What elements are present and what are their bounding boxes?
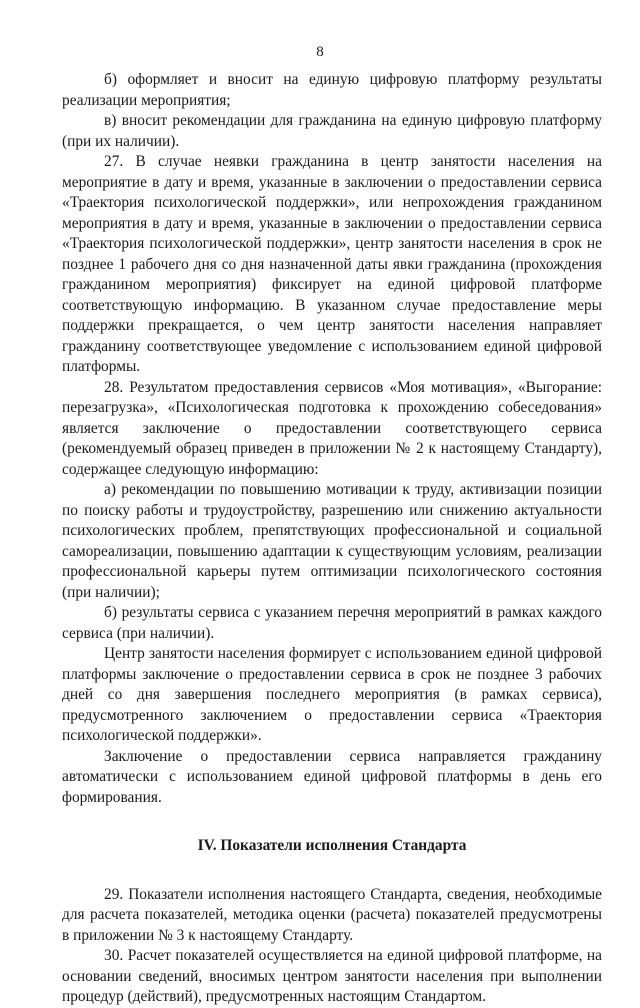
paragraph-27: 27. В случае неявки гражданина в центр занятости населения на мероприятие в дату и время, указанные в заключении о предоставлении сервиса «Траектория психологической поддержки», или непрохождения гражданином мероприятия в дату и время, указанные в заключении о предоставлении сервиса «Траектория психологической поддержки», центр занятости населения в срок не позднее 1 рабочего дня со дня назначенной даты явки гражданина (прохождения гражданином мероприятия) фиксирует на единой цифровой платформе соответствующую информацию. В указанном случае предоставление меры поддержки прекращается, о чем центр занятости населения направляет гражданину соответствующее уведомление с использованием единой цифровой платформы. [62,153,602,375]
paragraph-v-recommendations: в) вносит рекомендации для гражданина на единую цифровую платформу (при их наличии). [62,112,602,150]
page-number: 8 [316,44,324,60]
paragraph-29: 29. Показатели исполнения настоящего Стандарта, сведения, необходимые для расчета показателей, методика оценки (расчета) показателей предусмотрены в приложении № 3 к настоящему Стандарту. [62,885,602,944]
paragraph-30: 30. Расчет показателей осуществляется на единой цифровой платформе, на основании сведений, вносимых центром занятости населения при выполнении процедур (действий), предусмотренных настоящим Стандартом. [62,947,602,1005]
paragraph-conclusion-sent: Заключение о предоставлении сервиса направляется гражданину автоматически с использованием единой цифровой платформы в день его формирования. [62,747,602,806]
paragraph-28-b: б) результаты сервиса с указанием перечня мероприятий в рамках каждого сервиса (при наличии). [62,604,602,642]
paragraph-28: 28. Результатом предоставления сервисов «Моя мотивация», «Выгорание: перезагрузка», «Психологическая подготовка к прохождению собеседования» является заключение о предоставлении соответствующего сервиса (рекомендуемый образец приведен в приложении № 2 к настоящему Стандарту), содержащее следующую информацию: [62,378,602,478]
document-body [62,70,602,1008]
paragraph-b-formalizes: б) оформляет и вносит на единую цифровую платформу результаты реализации мероприятия; [62,71,602,109]
paragraph-employment-center: Центр занятости населения формирует с использованием единой цифровой платформы заключение о предоставлении сервиса в срок не позднее 3 рабочих дней со дня завершения последнего мероприятия (в рамках сервиса), предусмотренного заключением о предоставлении сервиса «Траектория психологической поддержки». [62,645,602,744]
section-heading: IV. Показатели исполнения Стандарта [197,837,467,854]
paragraph-28-a: а) рекомендации по повышению мотивации к труду, активизации позиции по поиску работы и трудоустройству, разрешению или снижению актуальности психологических проблем, препятствующих профессиональной и социальной самореализации, повышению адаптации к существующим условиям, реализации профессиональной карьеры путем оптимизации психологического состояния (при наличии); [62,481,602,601]
